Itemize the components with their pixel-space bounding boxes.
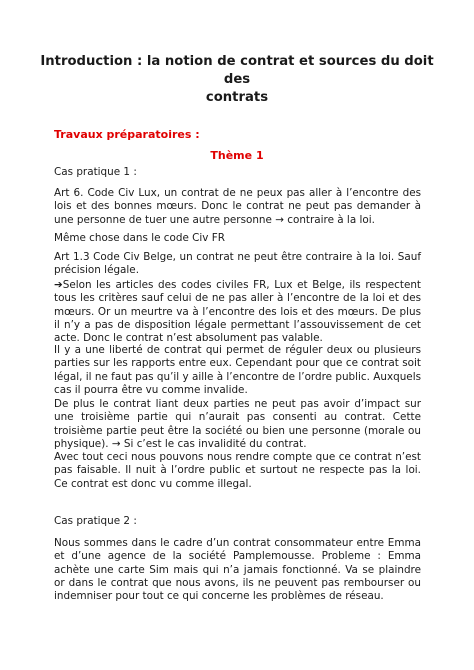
document-title: [40, 53, 434, 107]
arrow-icon: →: [111, 437, 121, 450]
paragraph-de-plus-end: Si c’est le cas invalidité du contrat.: [123, 437, 307, 450]
theme-heading: Thème 1: [210, 149, 264, 162]
arrow-icon: →: [275, 213, 284, 226]
paragraph-selon-text: Selon les articles des codes civiles FR, Lux et Belge, ils respectent tous les critères sauf celui de ne pas aller à l’encontre de la loi et des mœurs. Or un meurtre va à l’encontre des lois et des mœurs. De plus il n’y a pas de disposition légale permettant l’assouvissement de cet acte. Donc le contrat n’est absolument pas valable.: [54, 279, 421, 345]
paragraph-liberte: Il y a une liberté de contrat qui permet de réguler deux ou plusieurs parties sur les rapports entre eux. Cependant pour que ce contrat soit légal, il ne faut pas qu’il y aille à l’encontre de l’ordre public. Auxquels cas il pourra être vu comme invalide.: [54, 344, 421, 396]
title-line-1: Introduction : la notion de contrat et sources du doit des: [40, 54, 434, 87]
paragraph-de-plus: [54, 398, 421, 451]
title-line-2: contrats: [205, 90, 269, 105]
paragraph-art6-end: contraire à la loi.: [287, 213, 375, 226]
paragraph-art13: Art 1.3 Code Civ Belge, un contrat ne peut être contraire à la loi. Sauf précision légale.: [54, 251, 421, 277]
cas-pratique-1-label: Cas pratique 1 :: [54, 166, 137, 178]
paragraph-de-plus-text: De plus le contrat liant deux parties ne peut pas avoir d’impact sur une troisième partie qui n’aurait pas consenti au contrat. Cette troisième partie peut être la société ou bien une personne (morale ou physique).: [54, 398, 421, 450]
paragraph-art6: [54, 187, 421, 227]
paragraph-avec-tout: Avec tout ceci nous pouvons nous rendre compte que ce contrat n’est pas faisable. Il nuit à l’ordre public et surtout ne respecte pas la loi. Ce contrat est donc vu comme illegal.: [54, 451, 421, 490]
cas-pratique-2-label: Cas pratique 2 :: [54, 515, 137, 527]
paragraph-nous-sommes: Nous sommes dans le cadre d’un contrat consommateur entre Emma et d’une agence de la société Pamplemousse. Probleme : Emma achète une carte Sim mais qui n’a jamais fonctionné. Va se plaindre or dans le contrat que nous avons, ils ne peuvent pas rembourser ou indemniser pour tout ce qui concerne les problèmes de réseau.: [54, 537, 421, 603]
paragraph-meme-chose: Même chose dans le code Civ FR: [54, 232, 225, 244]
paragraph-art6-text: Art 6. Code Civ Lux, un contrat de ne peux pas aller à l’encontre des lois et des bonnes mœurs. Donc le contrat ne peut pas demander à une personne de tuer une autre personne: [54, 187, 421, 226]
paragraph-selon: [54, 279, 421, 345]
bold-arrow-icon: ➔: [54, 279, 63, 291]
section-heading: Travaux préparatoires :: [54, 128, 200, 141]
